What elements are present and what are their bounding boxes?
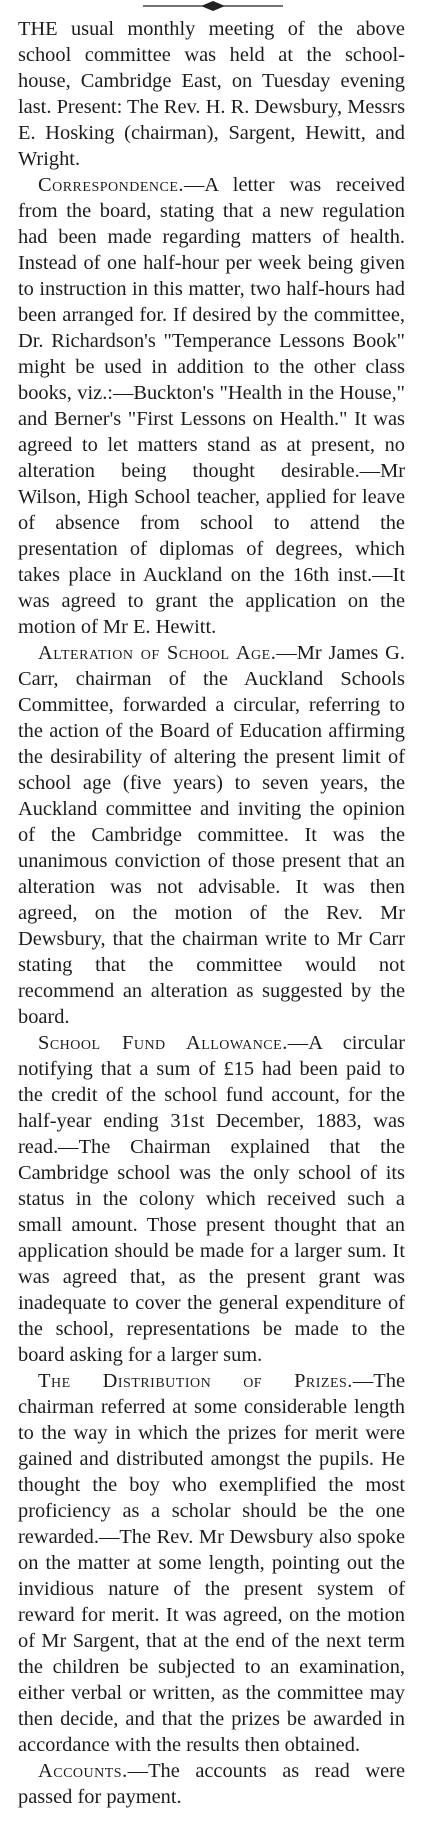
section-alteration-of-school-age <box>18 640 405 1030</box>
column-rule-ornament <box>0 0 426 12</box>
section-heading: Correspondence. <box>38 174 184 196</box>
article-body <box>18 16 405 1810</box>
section-accounts <box>18 1758 405 1810</box>
section-body: —Mr James G. Carr, chairman of the Auckland Schools Committee, forwarded a circular, referring to the action of the Board of Education affirming the desirability of altering the present limit of school age (five years) to seven years, the Auckland committee and inviting the opinion of the Cambridge committee. It was the unanimous conviction of those present that an alteration was not advisable. It was then agreed, on the motion of the Rev. Mr Dewsbury, that the chairman write to Mr Carr stating that the committee would not recommend an alteration as suggested by the board. <box>18 642 405 1028</box>
section-correspondence <box>18 172 405 640</box>
section-heading: School Fund Allowance. <box>38 1032 288 1054</box>
section-body: —The chairman referred at some considerable length to the way in which the prizes for merit were gained and distributed amongst the pupils. He thought the boy who exemplified the most proficiency as a scholar should be the one rewarded.—The Rev. Mr Dewsbury also spoke on the matter at some length, pointing out the invidious nature of the present system of reward for merit. It was agreed, on the motion of Mr Sargent, that at the end of the next term the children be subjected to an examination, either verbal or written, as the committee may then decide, and that the prizes be awarded in accordance with the results then obtained. <box>18 1370 405 1756</box>
intro-paragraph <box>18 16 405 172</box>
section-school-fund-allowance <box>18 1030 405 1368</box>
section-body: —The accounts as read were passed for payment. <box>18 1760 405 1808</box>
section-heading: Accounts. <box>38 1760 128 1782</box>
section-heading: Alteration of School Age. <box>38 642 277 664</box>
section-heading: The Distribution of Prizes. <box>38 1370 353 1392</box>
section-body: —A circular notifying that a sum of £15 had been paid to the credit of the school fund account, for the half-year ending 31st December, 1883, was read.—The Chairman explained that the Cambridge school was the only school of its status in the colony which received such a small amount. Those present thought that an application should be made for a larger sum. It was agreed that, as the present grant was inadequate to cover the general expenditure of the school, representations be made to the board asking for a larger sum. <box>18 1032 405 1366</box>
intro-text: THE usual monthly meeting of the above school committee was held at the school-house, Cambridge East, on Tuesday evening last. Present: The Rev. H. R. Dewsbury, Messrs E. Hosking (chairman), Sargent, Hewitt, and Wright. <box>18 18 405 170</box>
section-distribution-of-prizes <box>18 1368 405 1758</box>
section-body: —A letter was received from the board, stating that a new regulation had been made regarding matters of health. Instead of one half-hour per week being given to instruction in this matter, two half-hours had been arranged for. If desired by the committee, Dr. Richardson's "Temperance Lessons Book" might be used in addition to the other class books, viz.:—Buckton's "Health in the House," and Berner's "First Lessons on Health." It was agreed to let matters stand as at present, no alteration being thought desirable.—Mr Wilson, High School teacher, applied for leave of absence from school to attend the presentation of diplomas of degrees, which takes place in Auckland on the 16th inst.—It was agreed to grant the application on the motion of Mr E. Hewitt. <box>18 174 405 638</box>
